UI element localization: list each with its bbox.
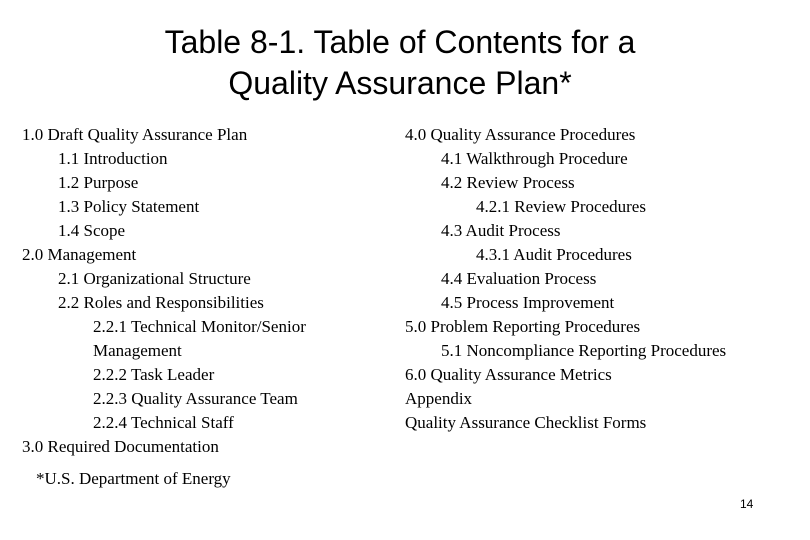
- toc-entry: 1.0 Draft Quality Assurance Plan: [22, 125, 248, 144]
- toc-entry: 2.0 Management: [22, 245, 137, 264]
- toc-entry: 2.2.4 Technical Staff: [93, 413, 234, 432]
- toc-entry: 1.1 Introduction: [58, 149, 168, 168]
- toc-entry: 6.0 Quality Assurance Metrics: [405, 365, 612, 384]
- toc-entry: 2.2.3 Quality Assurance Team: [93, 389, 298, 408]
- toc-entry: 1.2 Purpose: [58, 173, 139, 192]
- toc-entry: 1.3 Policy Statement: [58, 197, 200, 216]
- toc-entry: 5.1 Noncompliance Reporting Procedures: [441, 341, 727, 360]
- toc-entry: 4.2.1 Review Procedures: [476, 197, 646, 216]
- page-number: 14: [740, 497, 754, 511]
- toc-entry: 2.2 Roles and Responsibilities: [58, 293, 264, 312]
- toc-left-column: [22, 123, 392, 459]
- toc-entry: 4.3.1 Audit Procedures: [476, 245, 632, 264]
- toc-entry: 4.0 Quality Assurance Procedures: [405, 125, 636, 144]
- slide-title: [0, 22, 800, 104]
- toc-entry: 4.1 Walkthrough Procedure: [441, 149, 628, 168]
- toc-entry: 3.0 Required Documentation: [22, 437, 219, 456]
- toc-entry: Management: [93, 341, 182, 360]
- toc-entry: 2.1 Organizational Structure: [58, 269, 251, 288]
- toc-entry: 1.4 Scope: [58, 221, 126, 240]
- toc-entry: 4.5 Process Improvement: [441, 293, 615, 312]
- toc-right-column: [405, 123, 805, 435]
- title-line-2: Quality Assurance Plan*: [228, 65, 572, 101]
- title-line-1: Table 8-1. Table of Contents for a: [164, 24, 636, 60]
- toc-entry: 2.2.2 Task Leader: [93, 365, 215, 384]
- toc-entry: 2.2.1 Technical Monitor/Senior: [93, 317, 306, 336]
- toc-entry: 4.4 Evaluation Process: [441, 269, 597, 288]
- toc-entry: Quality Assurance Checklist Forms: [405, 413, 647, 432]
- toc-entry: Appendix: [405, 389, 473, 408]
- toc-entry: 5.0 Problem Reporting Procedures: [405, 317, 641, 336]
- toc-entry: 4.2 Review Process: [441, 173, 575, 192]
- footnote: *U.S. Department of Energy: [36, 469, 231, 488]
- toc-entry: 4.3 Audit Process: [441, 221, 561, 240]
